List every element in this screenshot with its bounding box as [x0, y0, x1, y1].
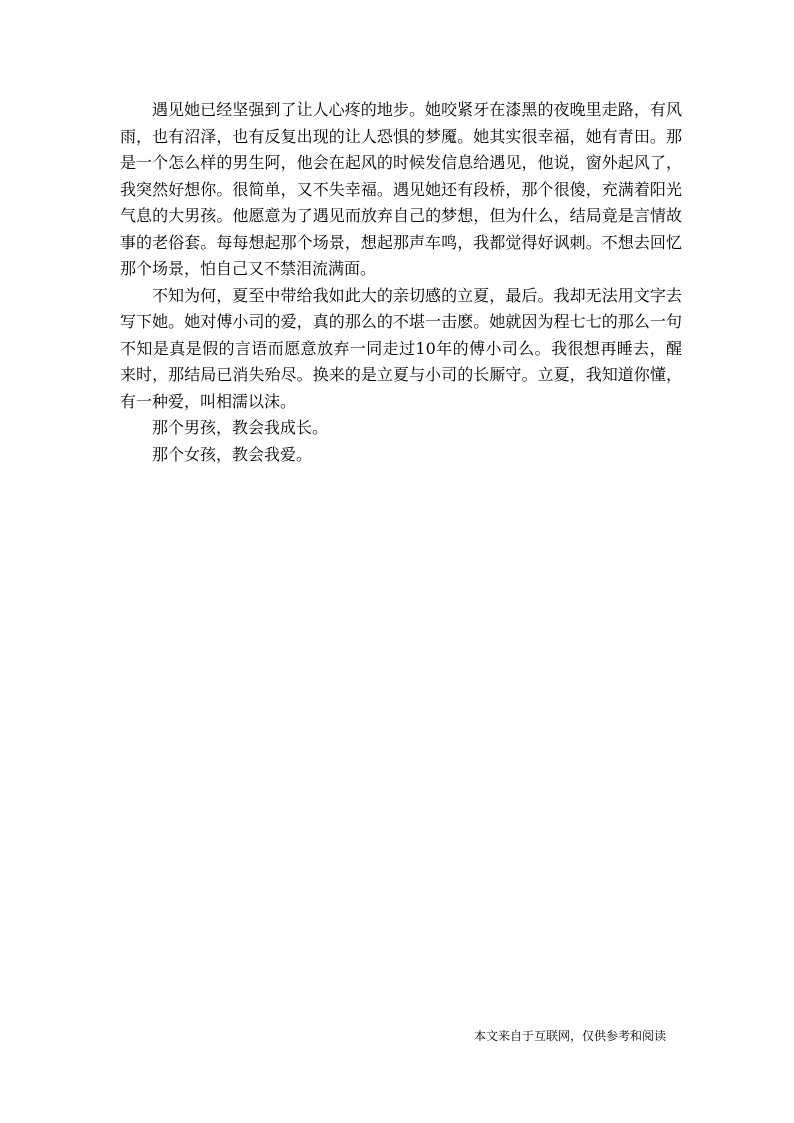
paragraph-1: 遇见她已经坚强到了让人心疼的地步。她咬紧牙在漆黑的夜晚里走路，有风雨，也有沼泽，也有反复出现的让人恐惧的梦魇。她其实很幸福，她有青田。那是一个怎么样的男生阿，他会在起风的时候发信息给遇见，他说，窗外起风了，我突然好想你。很简单，又不失幸福。遇见她还有段桥，那个很傻，充满着阳光气息的大男孩。他愿意为了遇见而放弃自己的梦想，但为什么，结局竟是言情故事的老俗套。每每想起那个场景，想起那声车鸣，我都觉得好讽刺。不想去回忆那个场景，怕自己又不禁泪流满面。 [120, 100, 682, 278]
footer-note: 本文来自于互联网，仅供参考和阅读 [474, 1029, 667, 1043]
paragraph-3: 那个男孩，教会我成长。 [152, 418, 329, 437]
paragraph-2: 不知为何，夏至中带给我如此大的亲切感的立夏，最后。我却无法用文字去写下她。她对傅小司的爱，真的那么的不堪一击麽。她就因为程七七的那么一句不知是真是假的言语而愿意放弃一同走过10年的傅小司么。我很想再睡去，醒来时，那结局已消失殆尽。换来的是立夏与小司的长厮守。立夏，我知道你懂，有一种爱，叫相濡以沫。 [120, 285, 682, 411]
document-body [120, 97, 682, 468]
paragraph-4: 那个女孩，教会我爱。 [152, 444, 313, 464]
